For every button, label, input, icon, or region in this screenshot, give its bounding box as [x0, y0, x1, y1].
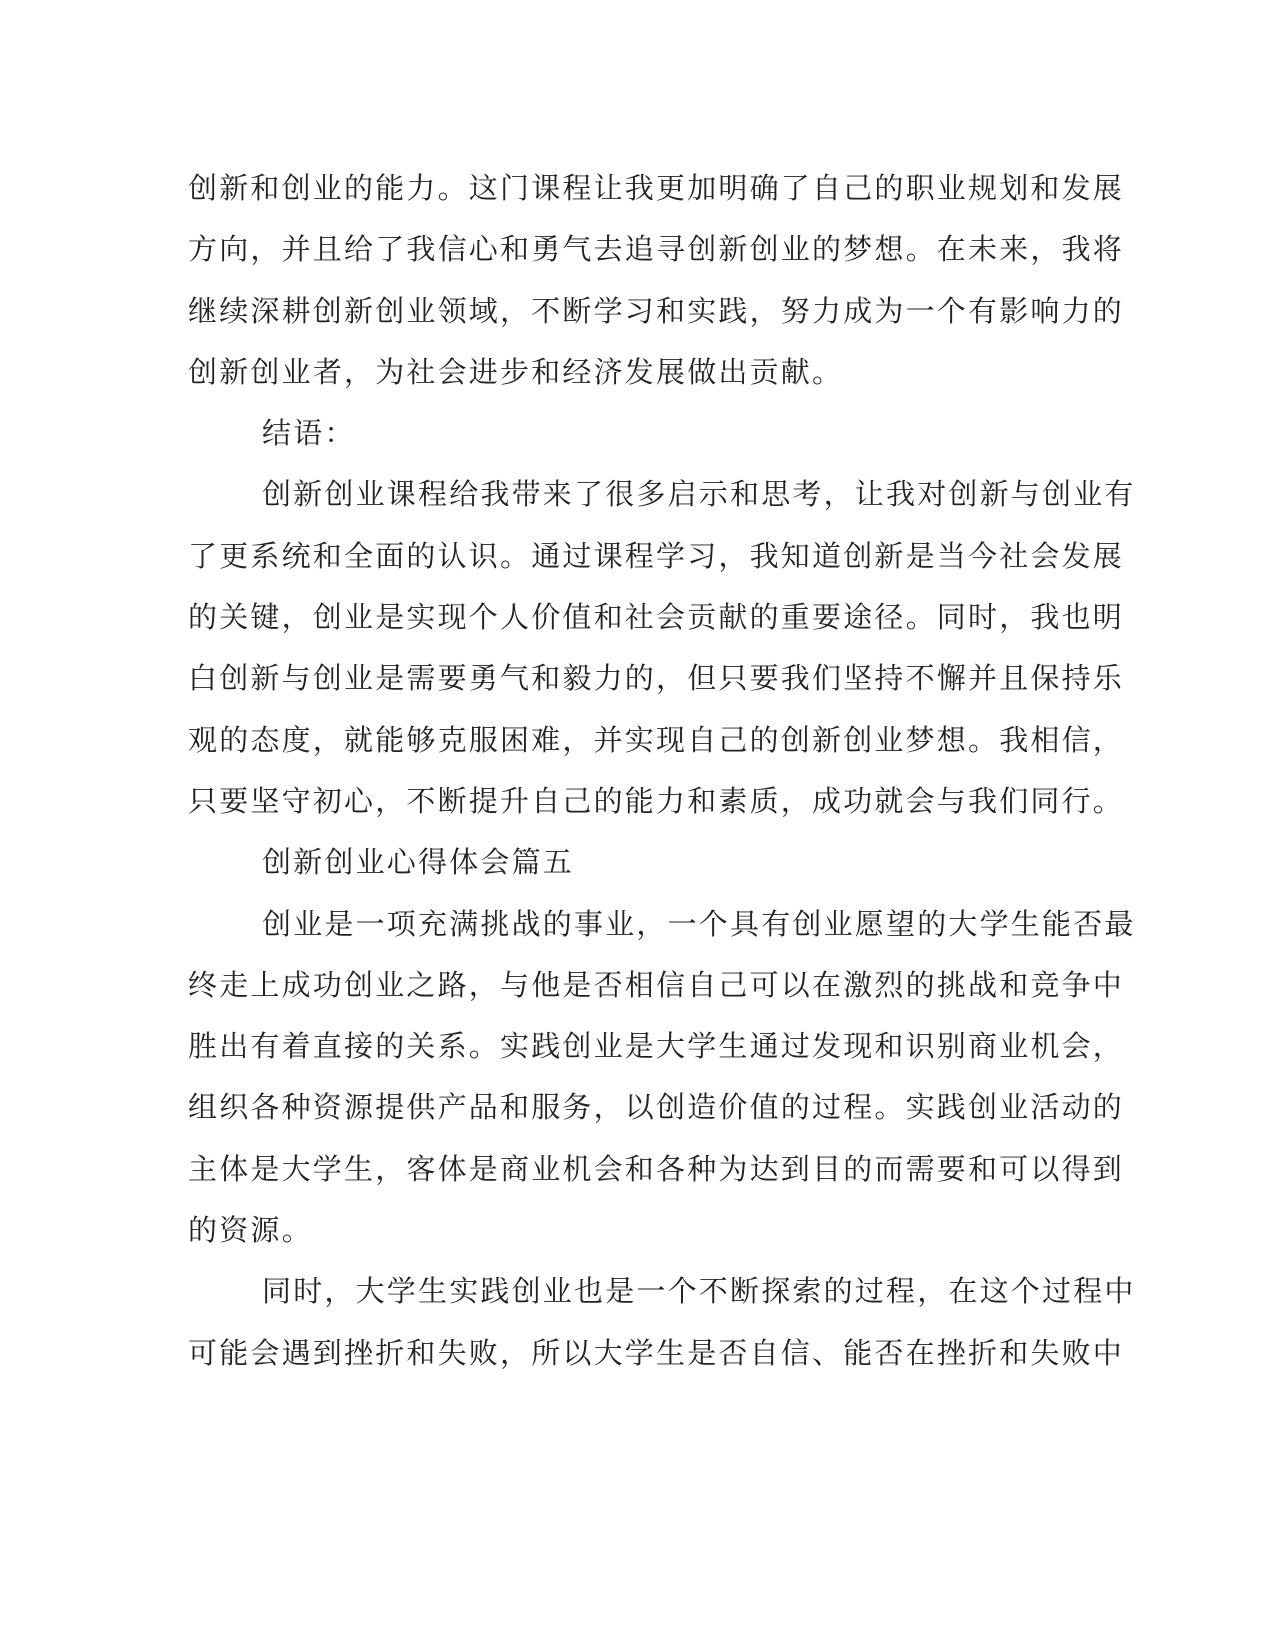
text-line: 创新创业课程给我带来了很多启示和思考，让我对创新与创业有	[262, 477, 1136, 512]
text-line: 同时，大学生实践创业也是一个不断探索的过程，在这个过程中	[262, 1274, 1136, 1309]
text-line: 创新创业者，为社会进步和经济发展做出贡献。	[188, 354, 844, 389]
text-line: 胜出有着直接的关系。实践创业是大学生通过发现和识别商业机会，	[188, 1029, 1125, 1064]
text-line: 的关键，创业是实现个人价值和社会贡献的重要途径。同时，我也明	[188, 600, 1125, 635]
text-line: 白创新与创业是需要勇气和毅力的，但只要我们坚持不懈并且保持乐	[188, 661, 1125, 696]
text-line: 创新和创业的能力。这门课程让我更加明确了自己的职业规划和发展	[188, 171, 1125, 205]
text-line: 可能会遇到挫折和失败，所以大学生是否自信、能否在挫折和失败中	[188, 1335, 1125, 1370]
text-line: 只要坚守初心，不断提升自己的能力和素质，成功就会与我们同行。	[188, 783, 1125, 818]
text-line: 观的态度，就能够克服困难，并实现自己的创新创业梦想。我相信，	[188, 722, 1125, 757]
section-heading: 创新创业心得体会篇五	[262, 845, 575, 880]
text-line: 组织各种资源提供产品和服务，以创造价值的过程。实践创业活动的	[188, 1090, 1125, 1125]
section-heading: 结语：	[262, 416, 356, 451]
text-line: 主体是大学生，客体是商业机会和各种为达到目的而需要和可以得到	[188, 1151, 1125, 1186]
text-line: 创业是一项充满挑战的事业，一个具有创业愿望的大学生能否最	[262, 906, 1136, 941]
text-line: 方向，并且给了我信心和勇气去追寻创新创业的梦想。在未来，我将	[188, 232, 1125, 267]
text-line: 了更系统和全面的认识。通过课程学习，我知道创新是当今社会发展	[188, 538, 1125, 573]
text-line: 终走上成功创业之路，与他是否相信自己可以在激烈的挑战和竞争中	[188, 967, 1125, 1002]
text-line: 的资源。	[188, 1213, 313, 1248]
text-line: 继续深耕创新创业领域，不断学习和实践，努力成为一个有影响力的	[188, 293, 1125, 328]
document-body	[188, 158, 1136, 1384]
